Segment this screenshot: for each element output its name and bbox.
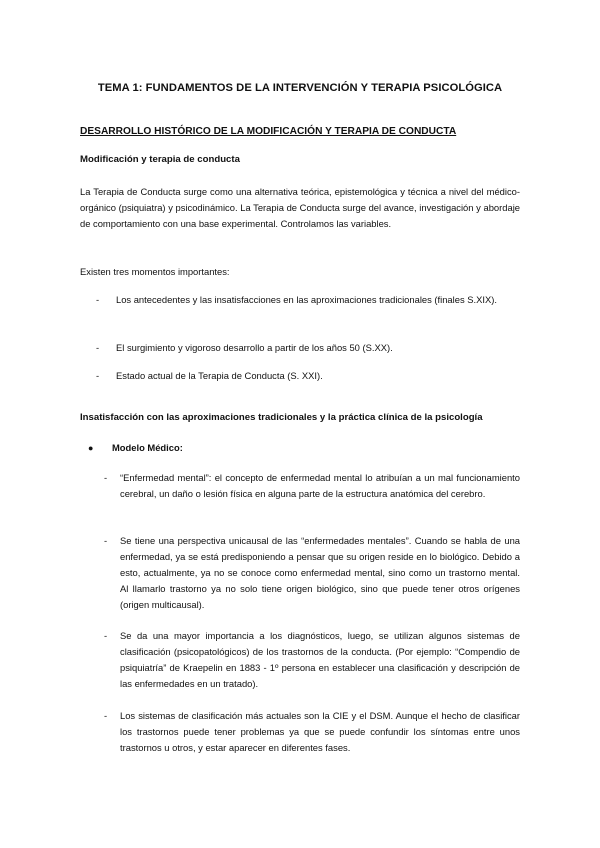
list-item-text: Los antecedentes y las insatisfacciones en las aproximaciones tradicionales (finales S.XIX). (116, 294, 497, 305)
list-item-text: “Enfermedad mental”: el concepto de enfermedad mental lo atribuían a un mal funcionamiento cerebral, un daño o lesión física en alguna parte de la estructura anatómica del cerebro. (120, 472, 520, 499)
list-item-text: El surgimiento y vigoroso desarrollo a partir de los años 50 (S.XX). (116, 342, 393, 353)
page-title: TEMA 1: FUNDAMENTOS DE LA INTERVENCIÓN Y TERAPIA PSICOLÓGICA (97, 82, 503, 94)
paragraph-moments-intro: Existen tres momentos importantes: (80, 266, 230, 277)
bullet-icon: ● (88, 443, 94, 453)
dash-marker: - (104, 630, 108, 641)
list-item-text: Se tiene una perspectiva unicausal de las “enfermedades mentales”. Cuando se habla de una enfermedad, ya se está predisponiendo a pensar que su origen reside en lo biológico. Debido a esto, actualmente, ya no se conoce como enfermedad mental, sino como un trastorno mental. Al llamarlo trastorno ya no solo tiene origen biológico, sino que puede tener otros orígenes (origen multicausal). (120, 535, 520, 610)
paragraph-intro: La Terapia de Conducta surge como una alternativa teórica, epistemológica y técnica a nivel del médico-orgánico (psiquiatra) y psicodinámico. La Terapia de Conducta surge del avance, investigación y abordaje de comportamiento con una base experimental. Controlamos las variables. (80, 186, 520, 229)
list-item-text: Se da una mayor importancia a los diagnósticos, luego, se utilizan algunos sistemas de clasificación (psicopatológicos) de los trastornos de la conducta. (Por ejemplo: “Compendio de psiquiatría” de Kraepelin en 1883 - 1º persona en establecer una clasificación y descripción de las enfermedades en un tratado). (120, 630, 520, 689)
list-item-text: Estado actual de la Terapia de Conducta (S. XXI). (116, 370, 323, 381)
list-item-text: Los sistemas de clasificación más actuales son la CIE y el DSM. Aunque el hecho de clasificar los trastornos puede tener problemas ya que se puede confundir los síntomas entre unos trastornos u otros, y estar aparecer en diferentes fases. (120, 710, 520, 753)
section-heading: DESARROLLO HISTÓRICO DE LA MODIFICACIÓN Y TERAPIA DE CONDUCTA (80, 126, 457, 137)
subheading-modificacion: Modificación y terapia de conducta (80, 154, 240, 165)
subheading-insatisfaccion: Insatisfacción con las aproximaciones tradicionales y la práctica clínica de la psicología (80, 412, 483, 423)
dash-marker: - (96, 342, 100, 353)
bullet-label: Modelo Médico: (112, 442, 183, 453)
dash-marker: - (104, 535, 108, 546)
dash-marker: - (104, 710, 108, 721)
dash-marker: - (96, 370, 100, 381)
dash-marker: - (96, 294, 100, 305)
dash-marker: - (104, 472, 108, 483)
